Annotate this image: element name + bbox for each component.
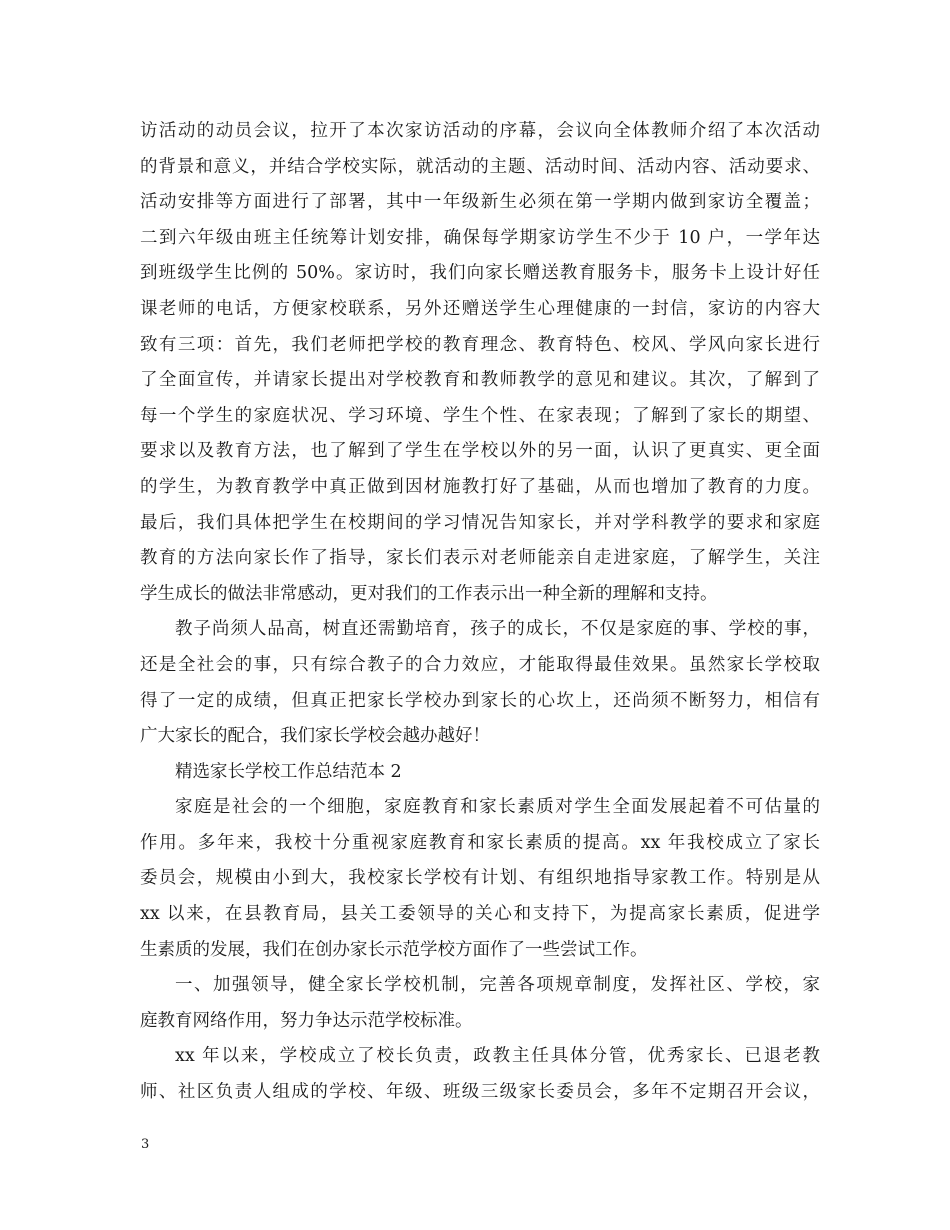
text-line: 活动安排等方面进行了部署，其中一年级新生必须在第一学期内做到家访全覆盖； [140,192,820,213]
text-line: 二到六年级由班主任统筹计划安排，确保每学期家访学生不少于 10 户，一学年达 [140,227,820,248]
text-line: 得了一定的成绩，但真正把家长学校办到家长的心坎上，还尚须不断努力，相信有 [140,690,820,711]
text-line: 最后，我们具体把学生在校期间的学习情况告知家长，并对学科教学的要求和家庭 [140,512,820,533]
text-line: 广大家长的配合，我们家长学校会越办越好！ [140,726,490,747]
text-line: 还是全社会的事，只有综合教子的合力效应，才能取得最佳效果。虽然家长学校取 [140,654,820,675]
text-line: 要求以及教育方法，也了解到了学生在学校以外的另一面，认识了更真实、更全面 [140,441,820,462]
section-heading: 精选家长学校工作总结范本 2 [175,761,402,782]
text-line: 到班级学生比例的 50%。家访时，我们向家长赠送教育服务卡，服务卡上设计好任 [140,263,820,284]
text-line: 作用。多年来，我校十分重视家庭教育和家长素质的提高。xx 年我校成立了家长 [140,832,820,853]
paragraph-start-line: 家庭是社会的一个细胞，家庭教育和家长素质对学生全面发展起着不可估量的 [175,797,820,818]
text-line: 的背景和意义，并结合学校实际，就活动的主题、活动时间、活动内容、活动要求、 [140,156,820,177]
text-line: 委员会，规模由小到大，我校家长学校有计划、有组织地指导家教工作。特别是从 [140,868,820,889]
page-number: 3 [141,1137,150,1152]
paragraph-start-line: xx 年以来，学校成立了校长负责，政教主任具体分管，优秀家长、已退老教 [175,1046,820,1067]
text-line: 的学生，为教育教学中真正做到因材施教打好了基础，从而也增加了教育的力度。 [140,476,820,497]
text-line: 生素质的发展，我们在创办家长示范学校方面作了一些尝试工作。 [140,939,648,960]
text-line: 师、社区负责人组成的学校、年级、班级三级家长委员会，多年不定期召开会议， [140,1082,820,1103]
paragraph-start-line: 教子尚须人品高，树直还需勤培育，孩子的成长，不仅是家庭的事、学校的事， [175,619,820,640]
text-line: 庭教育网络作用，努力争达示范学校标准。 [140,1010,473,1031]
text-line: 课老师的电话，方便家校联系，另外还赠送学生心理健康的一封信，家访的内容大 [140,298,820,319]
text-line: 访活动的动员会议，拉开了本次家访活动的序幕，会议向全体教师介绍了本次活动 [140,121,820,141]
text-line: 学生成长的做法非常感动，更对我们的工作表示出一种全新的理解和支持。 [140,583,718,604]
text-line: xx 以来，在县教育局，县关工委领导的关心和支持下，为提高家长素质，促进学 [140,904,820,925]
text-line: 每一个学生的家庭状况、学习环境、学生个性、在家表现；了解到了家长的期望、 [140,405,820,426]
text-line: 了全面宣传，并请家长提出对学校教育和教师教学的意见和建议。其次，了解到了 [140,370,820,391]
body-text [140,114,820,1111]
paragraph-start-line: 一、加强领导，健全家长学校机制，完善各项规章制度，发挥社区、学校，家 [175,975,820,996]
text-line: 致有三项：首先，我们老师把学校的教育理念、教育特色、校风、学风向家长进行 [140,334,820,355]
text-line: 教育的方法向家长作了指导，家长们表示对老师能亲自走进家庭，了解学生，关注 [140,548,820,569]
